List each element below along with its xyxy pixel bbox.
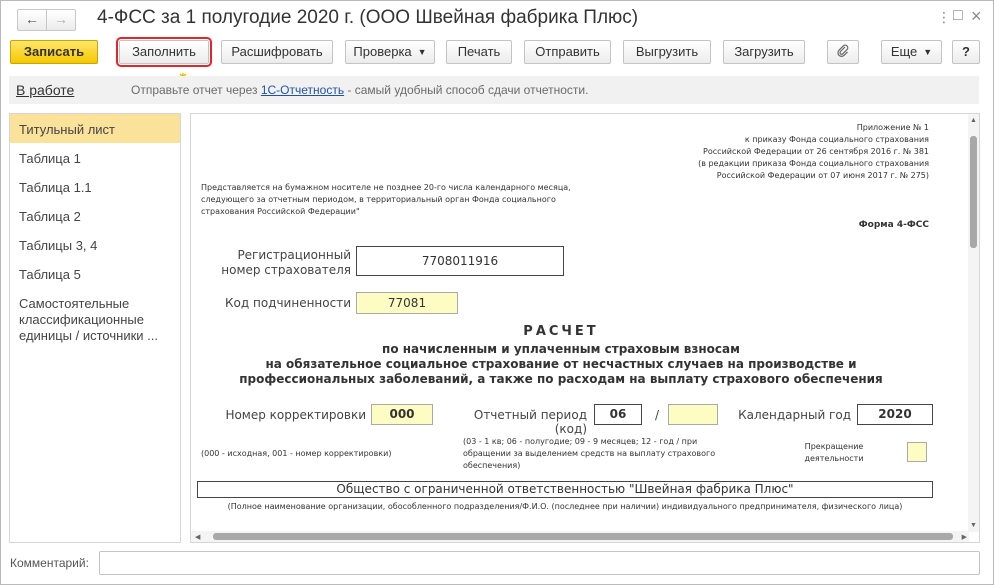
subtitle-line: по начисленным и уплаченным страховым взносам (382, 342, 740, 356)
section-title-page[interactable]: Титульный лист (10, 114, 180, 143)
sections-list (9, 113, 181, 543)
appendix-note (698, 122, 929, 182)
notice-line: страхования Российской Федерации" (201, 207, 360, 216)
import-button[interactable]: Загрузить (723, 40, 805, 64)
reg-number-label: Регистрационный номер страхователя (221, 248, 351, 277)
forward-button[interactable] (46, 9, 76, 31)
reg-number-field[interactable]: 7708011916 (356, 246, 564, 276)
paperclip-icon (836, 44, 850, 58)
report-subtitle (211, 342, 911, 387)
period-hint-line: обеспечения) (463, 461, 521, 470)
section-table-5[interactable]: Таблица 5 (19, 267, 81, 282)
caret-down-icon: ▼ (923, 47, 933, 57)
status-link[interactable]: В работе (16, 82, 75, 98)
termination-checkbox[interactable] (907, 442, 927, 462)
scroll-down-icon[interactable]: ▼ (970, 522, 977, 529)
period-secondary-field[interactable] (668, 404, 718, 425)
notice-line: Представляется на бумажном носителе не позднее 20-го числа календарного месяца, (201, 183, 571, 192)
more-actions-icon[interactable]: ⋮ (937, 9, 951, 25)
appendix-line: Приложение № 1 (856, 123, 929, 132)
scroll-left-icon[interactable]: ◀ (195, 534, 201, 541)
check-button[interactable] (345, 40, 435, 64)
correction-field[interactable]: 000 (371, 404, 433, 425)
correction-label: Номер корректировки (225, 408, 366, 422)
comment-label: Комментарий: (10, 556, 89, 570)
sub-code-field[interactable]: 77081 (356, 292, 458, 314)
save-button[interactable]: Записать (10, 40, 98, 64)
period-slash: / (654, 408, 659, 422)
notice-line: следующего за отчетным периодом, в территориальный орган Фонда социального (201, 195, 556, 204)
info-text (131, 83, 588, 97)
reporting-service-link[interactable]: 1С-Отчетность (260, 83, 345, 97)
form-name: Форма 4-ФСС (858, 220, 929, 230)
section-table-1[interactable]: Таблица 1 (19, 151, 81, 166)
info-text-before: Отправьте отчет через (131, 83, 261, 97)
year-field[interactable]: 2020 (857, 404, 933, 425)
period-label: Отчетный период (код) (473, 408, 587, 436)
comment-input[interactable] (99, 551, 980, 575)
send-button[interactable]: Отправить (524, 40, 611, 64)
horizontal-scroll-thumb[interactable] (213, 533, 953, 540)
report-document (191, 114, 969, 532)
appendix-line: Российской Федерации от 26 сентября 2016 г. № 381 (703, 147, 929, 156)
section-table-2[interactable]: Таблица 2 (19, 209, 81, 224)
export-button[interactable]: Выгрузить (623, 40, 711, 64)
scroll-right-icon[interactable]: ▶ (961, 534, 967, 541)
report-title: РАСЧЕТ (523, 324, 599, 339)
info-text-after: - самый удобный способ сдачи отчетности. (344, 83, 589, 97)
period-hint-line: обращении за выделением средств на выплату страхового (463, 449, 716, 458)
appendix-line: Российской Федерации от 07 июня 2017 г. № 275) (716, 171, 929, 180)
appendix-line: к приказу Фонда социального страхования (744, 135, 929, 144)
help-button[interactable]: ? (952, 40, 980, 64)
subtitle-line: профессиональных заболеваний, а также по расходам на выплату страхового обеспечения (239, 372, 883, 386)
year-label: Календарный год (738, 408, 851, 422)
section-table-1-1[interactable]: Таблица 1.1 (19, 180, 92, 195)
termination-label-line: деятельности (804, 454, 864, 463)
org-name-hint: (Полное наименование организации, обособленного подразделения/Ф.И.О. (последнее при наличии) индивидуального предпринимателя, физического лица) (227, 502, 903, 511)
close-icon[interactable]: × (971, 6, 982, 26)
more-button[interactable] (881, 40, 942, 64)
horizontal-scrollbar[interactable] (191, 531, 969, 542)
back-button[interactable] (17, 9, 47, 31)
submission-notice (201, 182, 581, 218)
sub-code-label: Код подчиненности (225, 296, 351, 310)
section-tables-3-4[interactable]: Таблицы 3, 4 (19, 238, 98, 253)
scroll-up-icon[interactable]: ▲ (970, 117, 977, 124)
period-hint (463, 436, 743, 472)
report-pane (190, 113, 980, 543)
period-hint-line: (03 - 1 кв; 06 - полугодие; 09 - 9 месяцев; 12 - год / при (463, 437, 698, 446)
appendix-line: (в редакции приказа Фонда социального страхования (698, 159, 929, 168)
termination-label-line: Прекращение (804, 442, 864, 451)
restore-icon[interactable]: □ (953, 7, 963, 24)
caret-down-icon: ▼ (417, 47, 427, 57)
attach-button[interactable] (827, 40, 859, 64)
period-field[interactable]: 06 (594, 404, 642, 425)
vertical-scrollbar[interactable] (968, 114, 979, 532)
arrow-right-icon: → (54, 11, 68, 27)
vertical-scroll-thumb[interactable] (970, 136, 977, 248)
print-button[interactable]: Печать (446, 40, 512, 64)
more-button-label: Еще (890, 44, 918, 59)
arrow-left-icon: ← (25, 11, 39, 27)
termination-label (791, 441, 877, 465)
org-name-field[interactable]: Общество с ограниченной ответственностью "Швейная фабрика Плюс" (197, 481, 933, 498)
info-row (9, 76, 979, 104)
section-classification-units[interactable]: Самостоятельные классификационные единицы / источники ... (19, 296, 158, 343)
fill-button[interactable]: Заполнить (119, 40, 209, 64)
subtitle-line: на обязательное социальное страхование от несчастных случаев на производстве и (265, 357, 857, 371)
check-button-label: Проверка (353, 44, 412, 59)
correction-hint: (000 - исходная, 001 - номер корректировки) (201, 449, 392, 458)
window-title: 4-ФСС за 1 полугодие 2020 г. (ООО Швейная фабрика Плюс) (97, 7, 639, 28)
decode-button[interactable]: Расшифровать (221, 40, 333, 64)
